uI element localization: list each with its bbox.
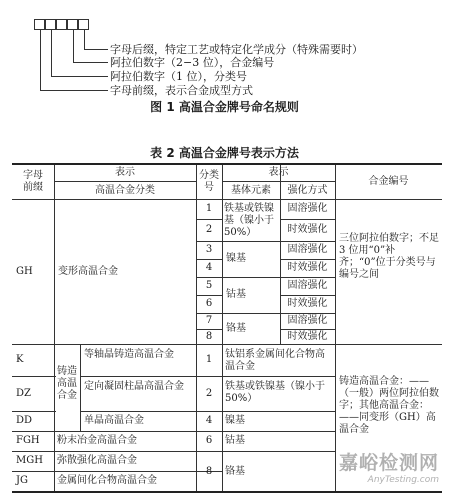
cast-prefix-dd: DD bbox=[16, 415, 33, 426]
gh-base-ni: 镍基 bbox=[226, 253, 246, 264]
cast-base-k: 钛铝系金属间化合物高温合金 bbox=[225, 349, 325, 372]
legend-suffix: 字母后缀，特定工艺或特定化学成分（特殊需要时） bbox=[110, 43, 363, 56]
gh-class-3: 3 bbox=[205, 244, 213, 255]
gh-strengthen-4: 时效强化 bbox=[287, 262, 328, 273]
gh-strengthen-5: 固溶强化 bbox=[287, 280, 328, 291]
cast-group-label: 铸造高温合金 bbox=[57, 366, 77, 401]
other-category-mgh: 弥散强化高温合金 bbox=[57, 455, 137, 466]
cast-base-dz: 铁基或铁镍基（镍小于50%） bbox=[225, 381, 325, 404]
watermark-cn: 嘉峪检测网 bbox=[338, 452, 439, 474]
cast-prefix-k: K bbox=[16, 354, 24, 365]
gh-strengthen-7: 固溶强化 bbox=[287, 315, 328, 326]
gh-class-4: 4 bbox=[205, 262, 213, 273]
gh-strengthen-1: 固溶强化 bbox=[287, 203, 328, 214]
gh-class-8: 8 bbox=[205, 331, 213, 342]
header-alloy-no: 合金编号 bbox=[368, 176, 409, 187]
gh-class-7: 7 bbox=[205, 315, 213, 326]
gh-class-6: 6 bbox=[205, 298, 213, 309]
gh-strengthen-8: 时效强化 bbox=[287, 331, 328, 342]
other-base-jg: 铬基 bbox=[225, 466, 245, 477]
cast-class-dd: 4 bbox=[205, 415, 213, 426]
legend-number: 阿拉伯数字（2−3 位），合金编号 bbox=[110, 56, 275, 69]
cast-class-k: 1 bbox=[205, 354, 213, 365]
cast-category-dd: 单晶高温合金 bbox=[84, 415, 144, 426]
other-class-jg: 8 bbox=[205, 466, 213, 477]
other-prefix-fgh: FGH bbox=[16, 435, 40, 446]
header-strengthen: 强化方式 bbox=[287, 185, 328, 196]
class-box bbox=[45, 19, 56, 30]
header-category: 高温合金分类 bbox=[95, 185, 155, 196]
gh-strengthen-3: 固溶强化 bbox=[287, 244, 328, 255]
gh-prefix: GH bbox=[16, 266, 33, 277]
header-meaning-2: 表示 bbox=[268, 167, 289, 178]
gh-base-fe: 铁基或铁镍基（镍小于50%） bbox=[224, 203, 274, 238]
header-meaning: 表示 bbox=[115, 167, 135, 178]
header-prefix: 字母 前缀 bbox=[23, 170, 43, 193]
other-category-jg: 金属间化合物高温合金 bbox=[57, 475, 157, 486]
gh-class-5: 5 bbox=[205, 280, 213, 291]
legend-class: 阿拉伯数字（1 位），分类号 bbox=[110, 70, 247, 83]
gh-strengthen-2: 时效强化 bbox=[287, 224, 328, 235]
suffix-box bbox=[78, 19, 89, 30]
figure-title: 图 1 高温合金牌号命名规则 bbox=[150, 100, 299, 114]
number-box-2 bbox=[67, 19, 78, 30]
cast-category-dz: 定向凝固柱晶高温合金 bbox=[84, 381, 184, 392]
other-prefix-mgh: MGH bbox=[16, 455, 43, 466]
cast-base-dd: 镍基 bbox=[225, 415, 245, 426]
gh-strengthen-6: 时效强化 bbox=[287, 298, 328, 309]
cast-alloy-number-rule: 铸造高温合金：——（一般）两位阿拉伯数字；其他高温合金：——同变形（GH）高温合金 bbox=[339, 376, 439, 435]
gh-base-cr: 铬基 bbox=[226, 323, 246, 334]
cast-category-k: 等轴晶铸造高温合金 bbox=[84, 349, 174, 360]
gh-class-2: 2 bbox=[205, 224, 213, 235]
site-watermark bbox=[339, 448, 439, 485]
prefix-box bbox=[34, 19, 45, 30]
header-class-no: 分类 号 bbox=[199, 170, 219, 193]
table-title: 表 2 高温合金牌号表示方法 bbox=[150, 146, 299, 160]
number-box-1 bbox=[56, 19, 67, 30]
cast-prefix-dz: DZ bbox=[16, 388, 31, 399]
legend-prefix: 字母前缀，表示合金成型方式 bbox=[110, 84, 253, 97]
other-class-fgh: 6 bbox=[205, 435, 213, 446]
other-category-fgh: 粉末冶金高温合金 bbox=[57, 435, 137, 446]
gh-base-co: 钴基 bbox=[226, 289, 246, 300]
gh-alloy-number-rule: 三位阿拉伯数字；不足 3 位用“0”补齐；“0”位于分类号与编号之间 bbox=[339, 233, 439, 280]
watermark-en: AnyTesting.com bbox=[367, 475, 439, 485]
cast-class-dz: 2 bbox=[205, 388, 213, 399]
other-base-fgh: 钴基 bbox=[225, 435, 245, 446]
other-prefix-jg: JG bbox=[16, 475, 28, 486]
gh-class-1: 1 bbox=[205, 203, 213, 214]
header-base: 基体元素 bbox=[231, 185, 271, 196]
gh-category: 变形高温合金 bbox=[58, 266, 118, 277]
